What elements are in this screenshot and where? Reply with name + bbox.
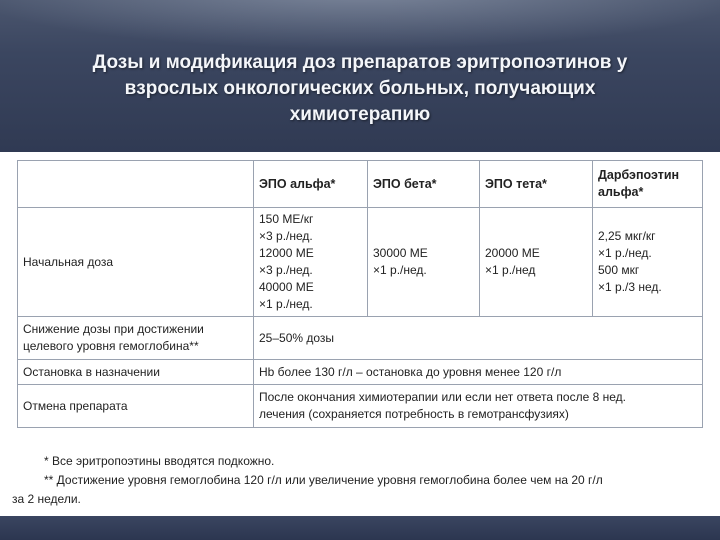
header-epo-teta: ЭПО тета*	[480, 161, 593, 208]
row-label-stop: Остановка в назначении	[18, 360, 254, 385]
slide-title	[40, 50, 680, 128]
dosage-table	[17, 160, 703, 428]
title-line-2: взрослых онкологических больных, получающих	[124, 78, 596, 99]
cell-stop: Hb более 130 г/л – остановка до уровня менее 120 г/л	[254, 360, 703, 385]
table-row	[18, 317, 703, 360]
header-epo-alfa: ЭПО альфа*	[254, 161, 368, 208]
table-header-row	[18, 161, 703, 208]
table-row	[18, 360, 703, 385]
title-line-1: Дозы и модификация доз препаратов эритропоэтинов у	[92, 52, 628, 73]
row-label-withdrawal: Отмена препарата	[18, 385, 254, 428]
cell-epo-alfa-dose: 150 МЕ/кг ×3 р./нед. 12000 МЕ ×3 р./нед. 40000 МЕ ×1 р./нед.	[254, 208, 368, 317]
footnote-2-line-1: ** Достижение уровня гемоглобина 120 г/л или увеличение уровня гемоглобина более чем на 20 г/л	[44, 473, 603, 487]
footnote-1: * Все эритропоэтины вводятся подкожно.	[44, 454, 275, 468]
cell-dose-reduction: 25–50% дозы	[254, 317, 703, 360]
header-empty	[18, 161, 254, 208]
table-row	[18, 208, 703, 317]
title-line-3: химиотерапию	[289, 104, 431, 125]
row-label-dose-reduction: Снижение дозы при достижении целевого уровня гемоглобина**	[18, 317, 254, 360]
slide-header	[0, 0, 720, 152]
header-sheen	[0, 0, 720, 50]
footnote-2-line-2: за 2 недели.	[12, 492, 81, 506]
cell-darbepoetin-dose: 2,25 мкг/кг ×1 р./нед. 500 мкг ×1 р./3 нед.	[593, 208, 703, 317]
footnotes	[12, 452, 708, 509]
row-label-initial-dose: Начальная доза	[18, 208, 254, 317]
table-row	[18, 385, 703, 428]
header-darbepoetin: Дарбэпоэтин альфа*	[593, 161, 703, 208]
slide-bottom-band	[0, 516, 720, 540]
cell-withdrawal: После окончания химиотерапии или если нет ответа после 8 нед. лечения (сохраняется потребность в гемотрансфузиях)	[254, 385, 703, 428]
cell-epo-beta-dose: 30000 МЕ ×1 р./нед.	[368, 208, 480, 317]
cell-epo-teta-dose: 20000 МЕ ×1 р./нед	[480, 208, 593, 317]
slide-content	[0, 152, 720, 516]
header-epo-beta: ЭПО бета*	[368, 161, 480, 208]
